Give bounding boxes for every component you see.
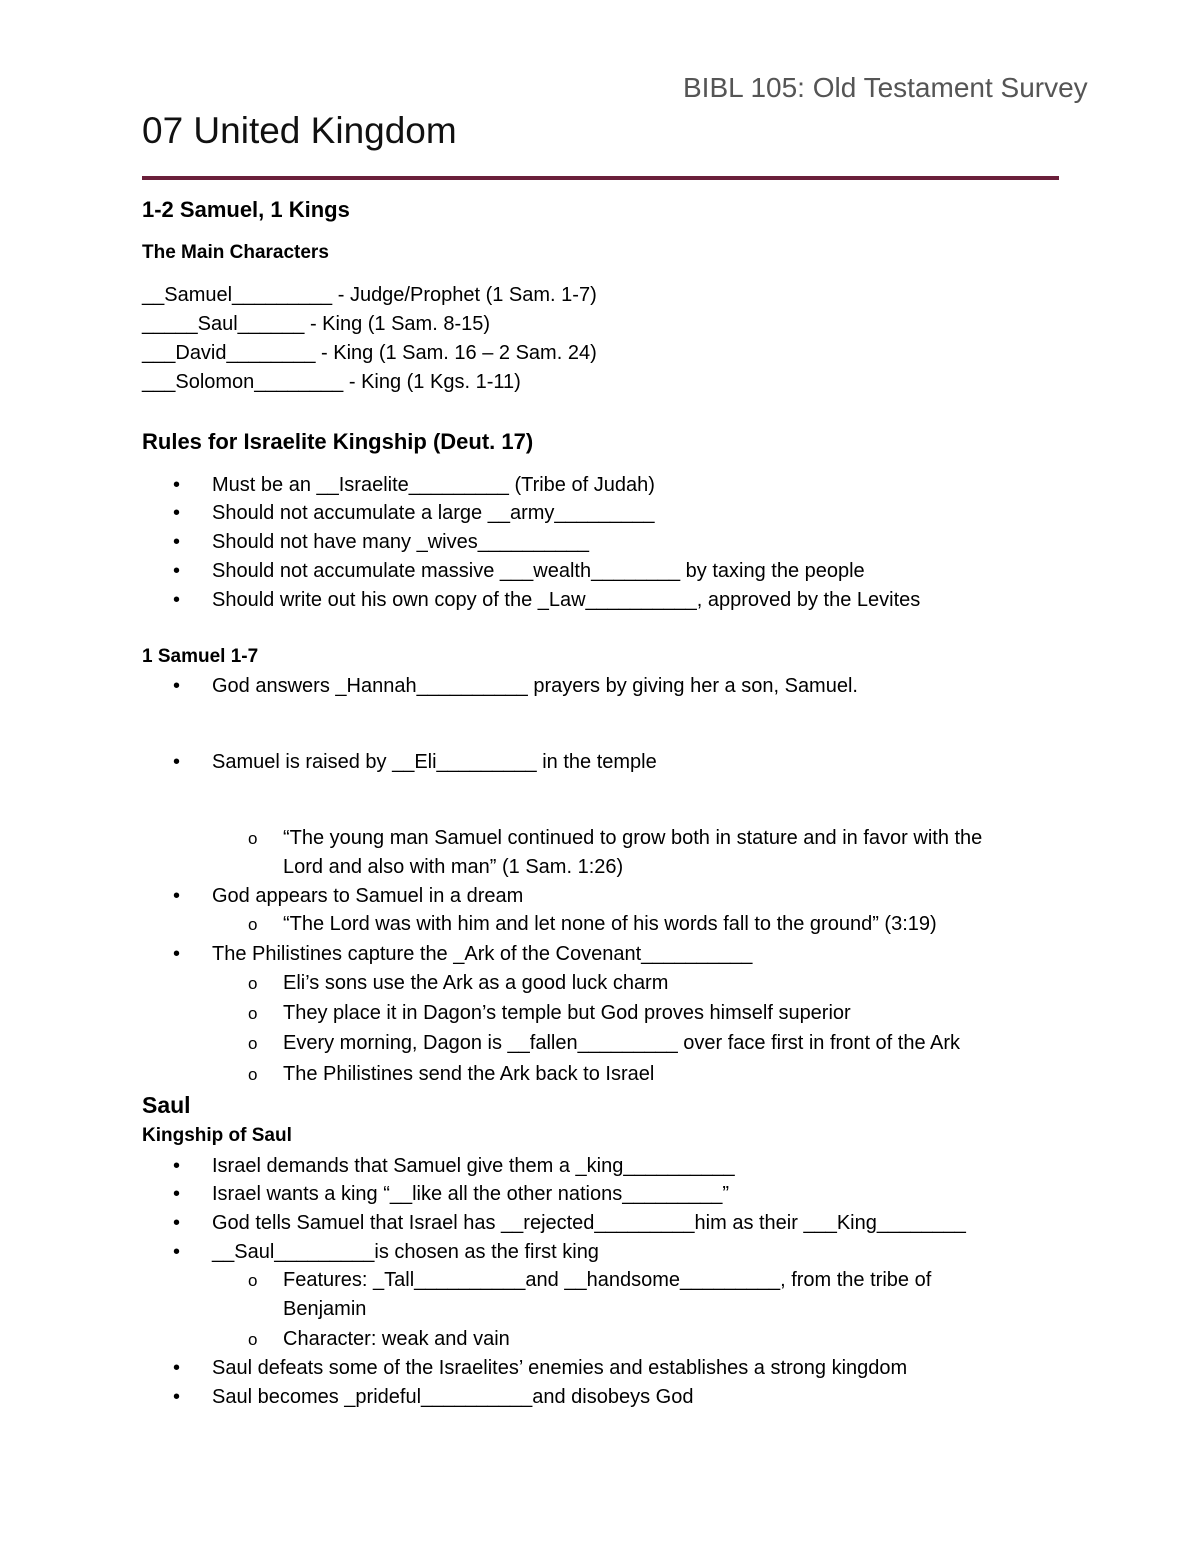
list-item-text: Must be an __Israelite_________ (Tribe of Judah)	[212, 474, 655, 496]
bullet-icon: •	[173, 1241, 181, 1263]
bullet-icon: •	[173, 1212, 181, 1234]
list-item-text: Saul becomes _prideful__________and disobeys God	[212, 1386, 694, 1408]
bullet-icon: •	[173, 589, 181, 611]
character-line-saul: _____Saul______ - King (1 Sam. 8-15)	[142, 313, 491, 335]
sub-bullet-icon: o	[248, 829, 258, 848]
title-divider	[142, 176, 1059, 180]
list-item-text: __Saul_________is chosen as the first king	[212, 1241, 599, 1263]
sub-bullet-icon: o	[248, 1034, 258, 1053]
list-item-text: Samuel is raised by __Eli_________ in the temple	[212, 751, 657, 773]
section-heading-books: 1-2 Samuel, 1 Kings	[142, 197, 350, 222]
bullet-icon: •	[173, 675, 181, 697]
list-item-text: Should not accumulate a large __army_________	[212, 502, 655, 524]
list-item-text: Israel demands that Samuel give them a _king__________	[212, 1155, 735, 1177]
bullet-icon: •	[173, 1183, 181, 1205]
sub-bullet-icon: o	[248, 1004, 258, 1023]
sub-list-item-text: They place it in Dagon’s temple but God proves himself superior	[283, 1002, 851, 1024]
sub-list-item-text: “The young man Samuel continued to grow both in stature and in favor with the	[283, 827, 983, 849]
list-item-text: The Philistines capture the _Ark of the Covenant__________	[212, 943, 753, 965]
bullet-icon: •	[173, 474, 181, 496]
sub-list-item-text: Features: _Tall__________and __handsome_________, from the tribe of	[283, 1269, 932, 1291]
list-item-text: God tells Samuel that Israel has __rejected_________him as their ___King________	[212, 1212, 966, 1234]
character-line-solomon: ___Solomon________ - King (1 Kgs. 1-11)	[142, 371, 521, 393]
character-line-david: ___David________ - King (1 Sam. 16 – 2 Sam. 24)	[142, 342, 597, 364]
sub-list-item-text: Every morning, Dagon is __fallen_________ over face first in front of the Ark	[283, 1032, 961, 1054]
page-title: 07 United Kingdom	[142, 110, 457, 151]
bullet-icon: •	[173, 751, 181, 773]
sub-bullet-icon: o	[248, 915, 258, 934]
sub-list-item-text: “The Lord was with him and let none of his words fall to the ground” (3:19)	[283, 913, 937, 935]
list-item-text: Israel wants a king “__like all the other nations_________”	[212, 1183, 729, 1205]
bullet-icon: •	[173, 1386, 181, 1408]
sub-bullet-icon: o	[248, 1330, 258, 1349]
bullet-icon: •	[173, 885, 181, 907]
sub-bullet-icon: o	[248, 1271, 258, 1290]
bullet-icon: •	[173, 502, 181, 524]
subheading-kingship-of-saul: Kingship of Saul	[142, 1125, 292, 1146]
list-item-text: Should not have many _wives__________	[212, 531, 589, 553]
sub-bullet-icon: o	[248, 1065, 258, 1084]
sub-list-item-text: Character: weak and vain	[283, 1328, 510, 1350]
sub-bullet-icon: o	[248, 974, 258, 993]
subheading-main-characters: The Main Characters	[142, 242, 329, 263]
course-title: BIBL 105: Old Testament Survey	[683, 72, 1088, 103]
section-heading-1-samuel: 1 Samuel 1-7	[142, 646, 259, 667]
section-heading-kingship-rules: Rules for Israelite Kingship (Deut. 17)	[142, 429, 534, 454]
sub-list-item-text: Eli’s sons use the Ark as a good luck charm	[283, 972, 669, 994]
list-item-text: Saul defeats some of the Israelites’ enemies and establishes a strong kingdom	[212, 1357, 908, 1379]
list-item-text: God appears to Samuel in a dream	[212, 885, 524, 907]
character-line-samuel: __Samuel_________ - Judge/Prophet (1 Sam. 1-7)	[142, 284, 597, 306]
section-heading-saul: Saul	[142, 1092, 191, 1118]
sub-list-item-text: Lord and also with man” (1 Sam. 1:26)	[283, 856, 624, 878]
sub-list-item-text: Benjamin	[283, 1298, 367, 1320]
bullet-icon: •	[173, 560, 181, 582]
list-item-text: Should not accumulate massive ___wealth________ by taxing the people	[212, 560, 865, 582]
list-item-text: God answers _Hannah__________ prayers by giving her a son, Samuel.	[212, 675, 858, 697]
bullet-icon: •	[173, 1155, 181, 1177]
list-item-text: Should write out his own copy of the _Law__________, approved by the Levites	[212, 589, 921, 611]
bullet-icon: •	[173, 943, 181, 965]
sub-list-item-text: The Philistines send the Ark back to Israel	[283, 1063, 655, 1085]
bullet-icon: •	[173, 531, 181, 553]
bullet-icon: •	[173, 1357, 181, 1379]
